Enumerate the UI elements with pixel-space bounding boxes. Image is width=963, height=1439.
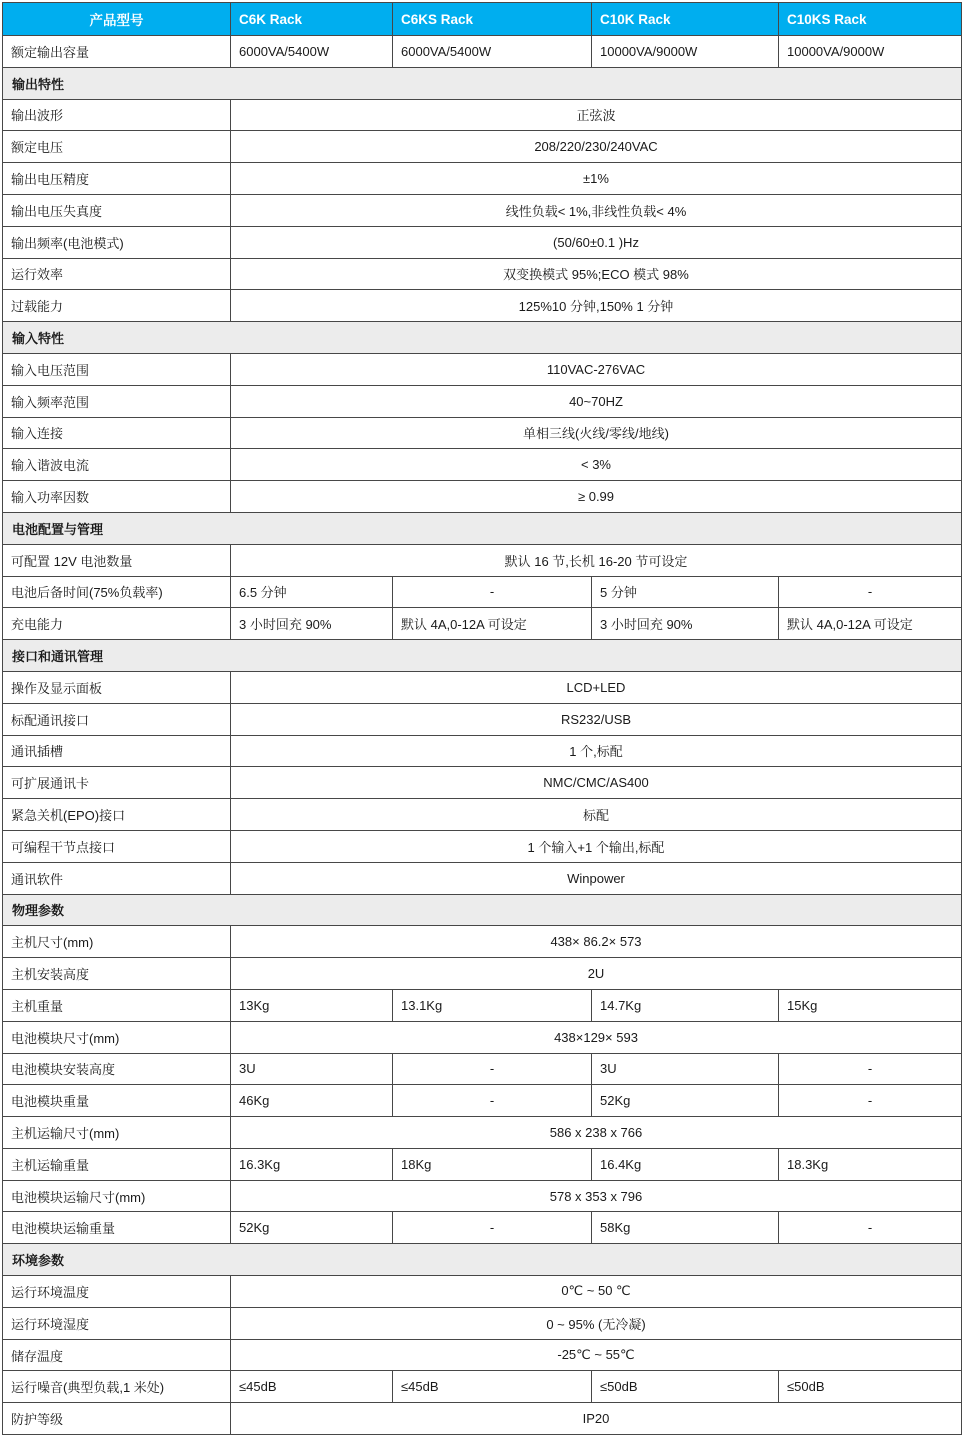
table-row: [3, 1371, 962, 1403]
row-value-col3: 58Kg: [592, 1212, 779, 1244]
table-row: [3, 67, 962, 99]
row-label: 电池后备时间(75%负载率): [3, 576, 231, 608]
row-value-merged: RS232/USB: [231, 703, 962, 735]
row-label: 防护等级: [3, 1403, 231, 1435]
header-model-c10ks-rack: C10KS Rack: [779, 3, 962, 36]
table-row: [3, 608, 962, 640]
row-value-merged: 正弦波: [231, 99, 962, 131]
row-label: 主机安装高度: [3, 958, 231, 990]
row-label: 运行环境湿度: [3, 1307, 231, 1339]
row-value-merged: -25℃ ~ 55℃: [231, 1339, 962, 1371]
row-value-col4: 18.3Kg: [779, 1148, 962, 1180]
row-value-merged: 110VAC-276VAC: [231, 353, 962, 385]
table-row: [3, 735, 962, 767]
table-row: [3, 703, 962, 735]
row-value-col3: 5 分钟: [592, 576, 779, 608]
row-label: 输入功率因数: [3, 481, 231, 513]
row-label: 电池模块尺寸(mm): [3, 1021, 231, 1053]
row-label: 主机运输重量: [3, 1148, 231, 1180]
row-label: 输入频率范围: [3, 385, 231, 417]
row-label: 主机运输尺寸(mm): [3, 1117, 231, 1149]
table-row: [3, 671, 962, 703]
table-row: [3, 322, 962, 354]
table-row: [3, 481, 962, 513]
table-row: [3, 258, 962, 290]
row-value-col2: -: [393, 1212, 592, 1244]
row-value-col4: 默认 4A,0-12A 可设定: [779, 608, 962, 640]
row-value-merged: Winpower: [231, 862, 962, 894]
table-row: [3, 36, 962, 68]
row-value-merged: LCD+LED: [231, 671, 962, 703]
header-product-model-label: 产品型号: [3, 3, 231, 36]
spec-table-body: [3, 36, 962, 1435]
row-value-col4: ≤50dB: [779, 1371, 962, 1403]
row-value-merged: 438× 86.2× 573: [231, 926, 962, 958]
row-value-col2: 默认 4A,0-12A 可设定: [393, 608, 592, 640]
row-label: 主机重量: [3, 989, 231, 1021]
row-value-col4: -: [779, 1053, 962, 1085]
row-value-col4: 10000VA/9000W: [779, 36, 962, 68]
row-value-merged: 1 个输入+1 个输出,标配: [231, 830, 962, 862]
row-label: 可配置 12V 电池数量: [3, 544, 231, 576]
row-label: 额定输出容量: [3, 36, 231, 68]
row-value-merged: 586 x 238 x 766: [231, 1117, 962, 1149]
row-label: 输出电压精度: [3, 163, 231, 195]
row-value-col4: -: [779, 576, 962, 608]
table-row: [3, 1307, 962, 1339]
row-label: 输出频率(电池模式): [3, 226, 231, 258]
row-label: 通讯插槽: [3, 735, 231, 767]
section-header: 电池配置与管理: [3, 512, 962, 544]
table-row: [3, 385, 962, 417]
row-value-merged: IP20: [231, 1403, 962, 1435]
row-value-col4: 15Kg: [779, 989, 962, 1021]
row-value-col1: ≤45dB: [231, 1371, 393, 1403]
row-value-col3: 3 小时回充 90%: [592, 608, 779, 640]
row-value-col2: 6000VA/5400W: [393, 36, 592, 68]
row-value-col4: -: [779, 1212, 962, 1244]
row-label: 主机尺寸(mm): [3, 926, 231, 958]
row-label: 输入连接: [3, 417, 231, 449]
row-value-merged: ±1%: [231, 163, 962, 195]
table-row: [3, 1244, 962, 1276]
table-row: [3, 958, 962, 990]
product-spec-table: [2, 2, 962, 1435]
row-label: 运行环境温度: [3, 1276, 231, 1308]
row-value-col2: ≤45dB: [393, 1371, 592, 1403]
row-value-col2: -: [393, 1053, 592, 1085]
row-value-merged: < 3%: [231, 449, 962, 481]
row-value-col1: 16.3Kg: [231, 1148, 393, 1180]
table-row: [3, 131, 962, 163]
table-row: [3, 799, 962, 831]
section-header: 输入特性: [3, 322, 962, 354]
table-row: [3, 163, 962, 195]
row-value-merged: 双变换模式 95%;ECO 模式 98%: [231, 258, 962, 290]
header-model-c10k-rack: C10K Rack: [592, 3, 779, 36]
row-label: 额定电压: [3, 131, 231, 163]
row-value-col3: 52Kg: [592, 1085, 779, 1117]
row-value-col2: -: [393, 576, 592, 608]
row-label: 输出波形: [3, 99, 231, 131]
table-row: [3, 576, 962, 608]
row-value-col2: -: [393, 1085, 592, 1117]
table-row: [3, 1403, 962, 1435]
row-value-merged: 标配: [231, 799, 962, 831]
table-row: [3, 1212, 962, 1244]
table-row: [3, 1053, 962, 1085]
row-value-col1: 6.5 分钟: [231, 576, 393, 608]
row-label: 可编程干节点接口: [3, 830, 231, 862]
row-label: 输出电压失真度: [3, 194, 231, 226]
table-row: [3, 1180, 962, 1212]
section-header: 环境参数: [3, 1244, 962, 1276]
table-row: [3, 894, 962, 926]
table-row: [3, 1085, 962, 1117]
row-value-col2: 18Kg: [393, 1148, 592, 1180]
row-value-merged: 0℃ ~ 50 ℃: [231, 1276, 962, 1308]
row-label: 输入谐波电流: [3, 449, 231, 481]
row-label: 运行效率: [3, 258, 231, 290]
table-row: [3, 1021, 962, 1053]
row-value-col1: 3U: [231, 1053, 393, 1085]
table-row: [3, 194, 962, 226]
table-row: [3, 1117, 962, 1149]
section-header: 接口和通讯管理: [3, 640, 962, 672]
row-label: 电池模块运输尺寸(mm): [3, 1180, 231, 1212]
row-label: 充电能力: [3, 608, 231, 640]
row-value-merged: 0 ~ 95% (无冷凝): [231, 1307, 962, 1339]
row-value-col2: 13.1Kg: [393, 989, 592, 1021]
row-value-col3: 16.4Kg: [592, 1148, 779, 1180]
row-value-merged: 40~70HZ: [231, 385, 962, 417]
table-row: [3, 989, 962, 1021]
table-header-row: [3, 3, 962, 36]
row-value-merged: 1 个,标配: [231, 735, 962, 767]
row-label: 运行噪音(典型负载,1 米处): [3, 1371, 231, 1403]
table-row: [3, 449, 962, 481]
row-label: 标配通讯接口: [3, 703, 231, 735]
row-value-merged: (50/60±0.1 )Hz: [231, 226, 962, 258]
row-label: 输入电压范围: [3, 353, 231, 385]
table-row: [3, 544, 962, 576]
table-row: [3, 99, 962, 131]
table-row: [3, 417, 962, 449]
table-row: [3, 926, 962, 958]
row-value-merged: ≥ 0.99: [231, 481, 962, 513]
section-header: 物理参数: [3, 894, 962, 926]
row-label: 储存温度: [3, 1339, 231, 1371]
row-value-col1: 6000VA/5400W: [231, 36, 393, 68]
row-value-merged: 125%10 分钟,150% 1 分钟: [231, 290, 962, 322]
row-value-col3: 3U: [592, 1053, 779, 1085]
row-value-col1: 52Kg: [231, 1212, 393, 1244]
row-value-col3: 10000VA/9000W: [592, 36, 779, 68]
header-model-c6ks-rack: C6KS Rack: [393, 3, 592, 36]
row-value-col3: ≤50dB: [592, 1371, 779, 1403]
table-row: [3, 830, 962, 862]
row-value-merged: 单相三线(火线/零线/地线): [231, 417, 962, 449]
table-row: [3, 1148, 962, 1180]
row-label: 通讯软件: [3, 862, 231, 894]
row-label: 操作及显示面板: [3, 671, 231, 703]
row-label: 过载能力: [3, 290, 231, 322]
row-value-merged: 2U: [231, 958, 962, 990]
row-label: 电池模块重量: [3, 1085, 231, 1117]
row-value-merged: 208/220/230/240VAC: [231, 131, 962, 163]
header-model-c6k-rack: C6K Rack: [231, 3, 393, 36]
row-label: 电池模块运输重量: [3, 1212, 231, 1244]
row-label: 电池模块安装高度: [3, 1053, 231, 1085]
table-row: [3, 767, 962, 799]
row-value-col1: 3 小时回充 90%: [231, 608, 393, 640]
table-row: [3, 353, 962, 385]
row-value-col3: 14.7Kg: [592, 989, 779, 1021]
row-value-col1: 13Kg: [231, 989, 393, 1021]
row-value-merged: 线性负载< 1%,非线性负载< 4%: [231, 194, 962, 226]
row-value-merged: 578 x 353 x 796: [231, 1180, 962, 1212]
table-row: [3, 1276, 962, 1308]
row-value-col4: -: [779, 1085, 962, 1117]
table-row: [3, 1339, 962, 1371]
row-label: 紧急关机(EPO)接口: [3, 799, 231, 831]
row-value-merged: NMC/CMC/AS400: [231, 767, 962, 799]
table-row: [3, 290, 962, 322]
row-value-merged: 438×129× 593: [231, 1021, 962, 1053]
table-row: [3, 226, 962, 258]
table-row: [3, 512, 962, 544]
row-value-merged: 默认 16 节,长机 16-20 节可设定: [231, 544, 962, 576]
table-row: [3, 640, 962, 672]
row-value-col1: 46Kg: [231, 1085, 393, 1117]
table-row: [3, 862, 962, 894]
section-header: 输出特性: [3, 67, 962, 99]
row-label: 可扩展通讯卡: [3, 767, 231, 799]
